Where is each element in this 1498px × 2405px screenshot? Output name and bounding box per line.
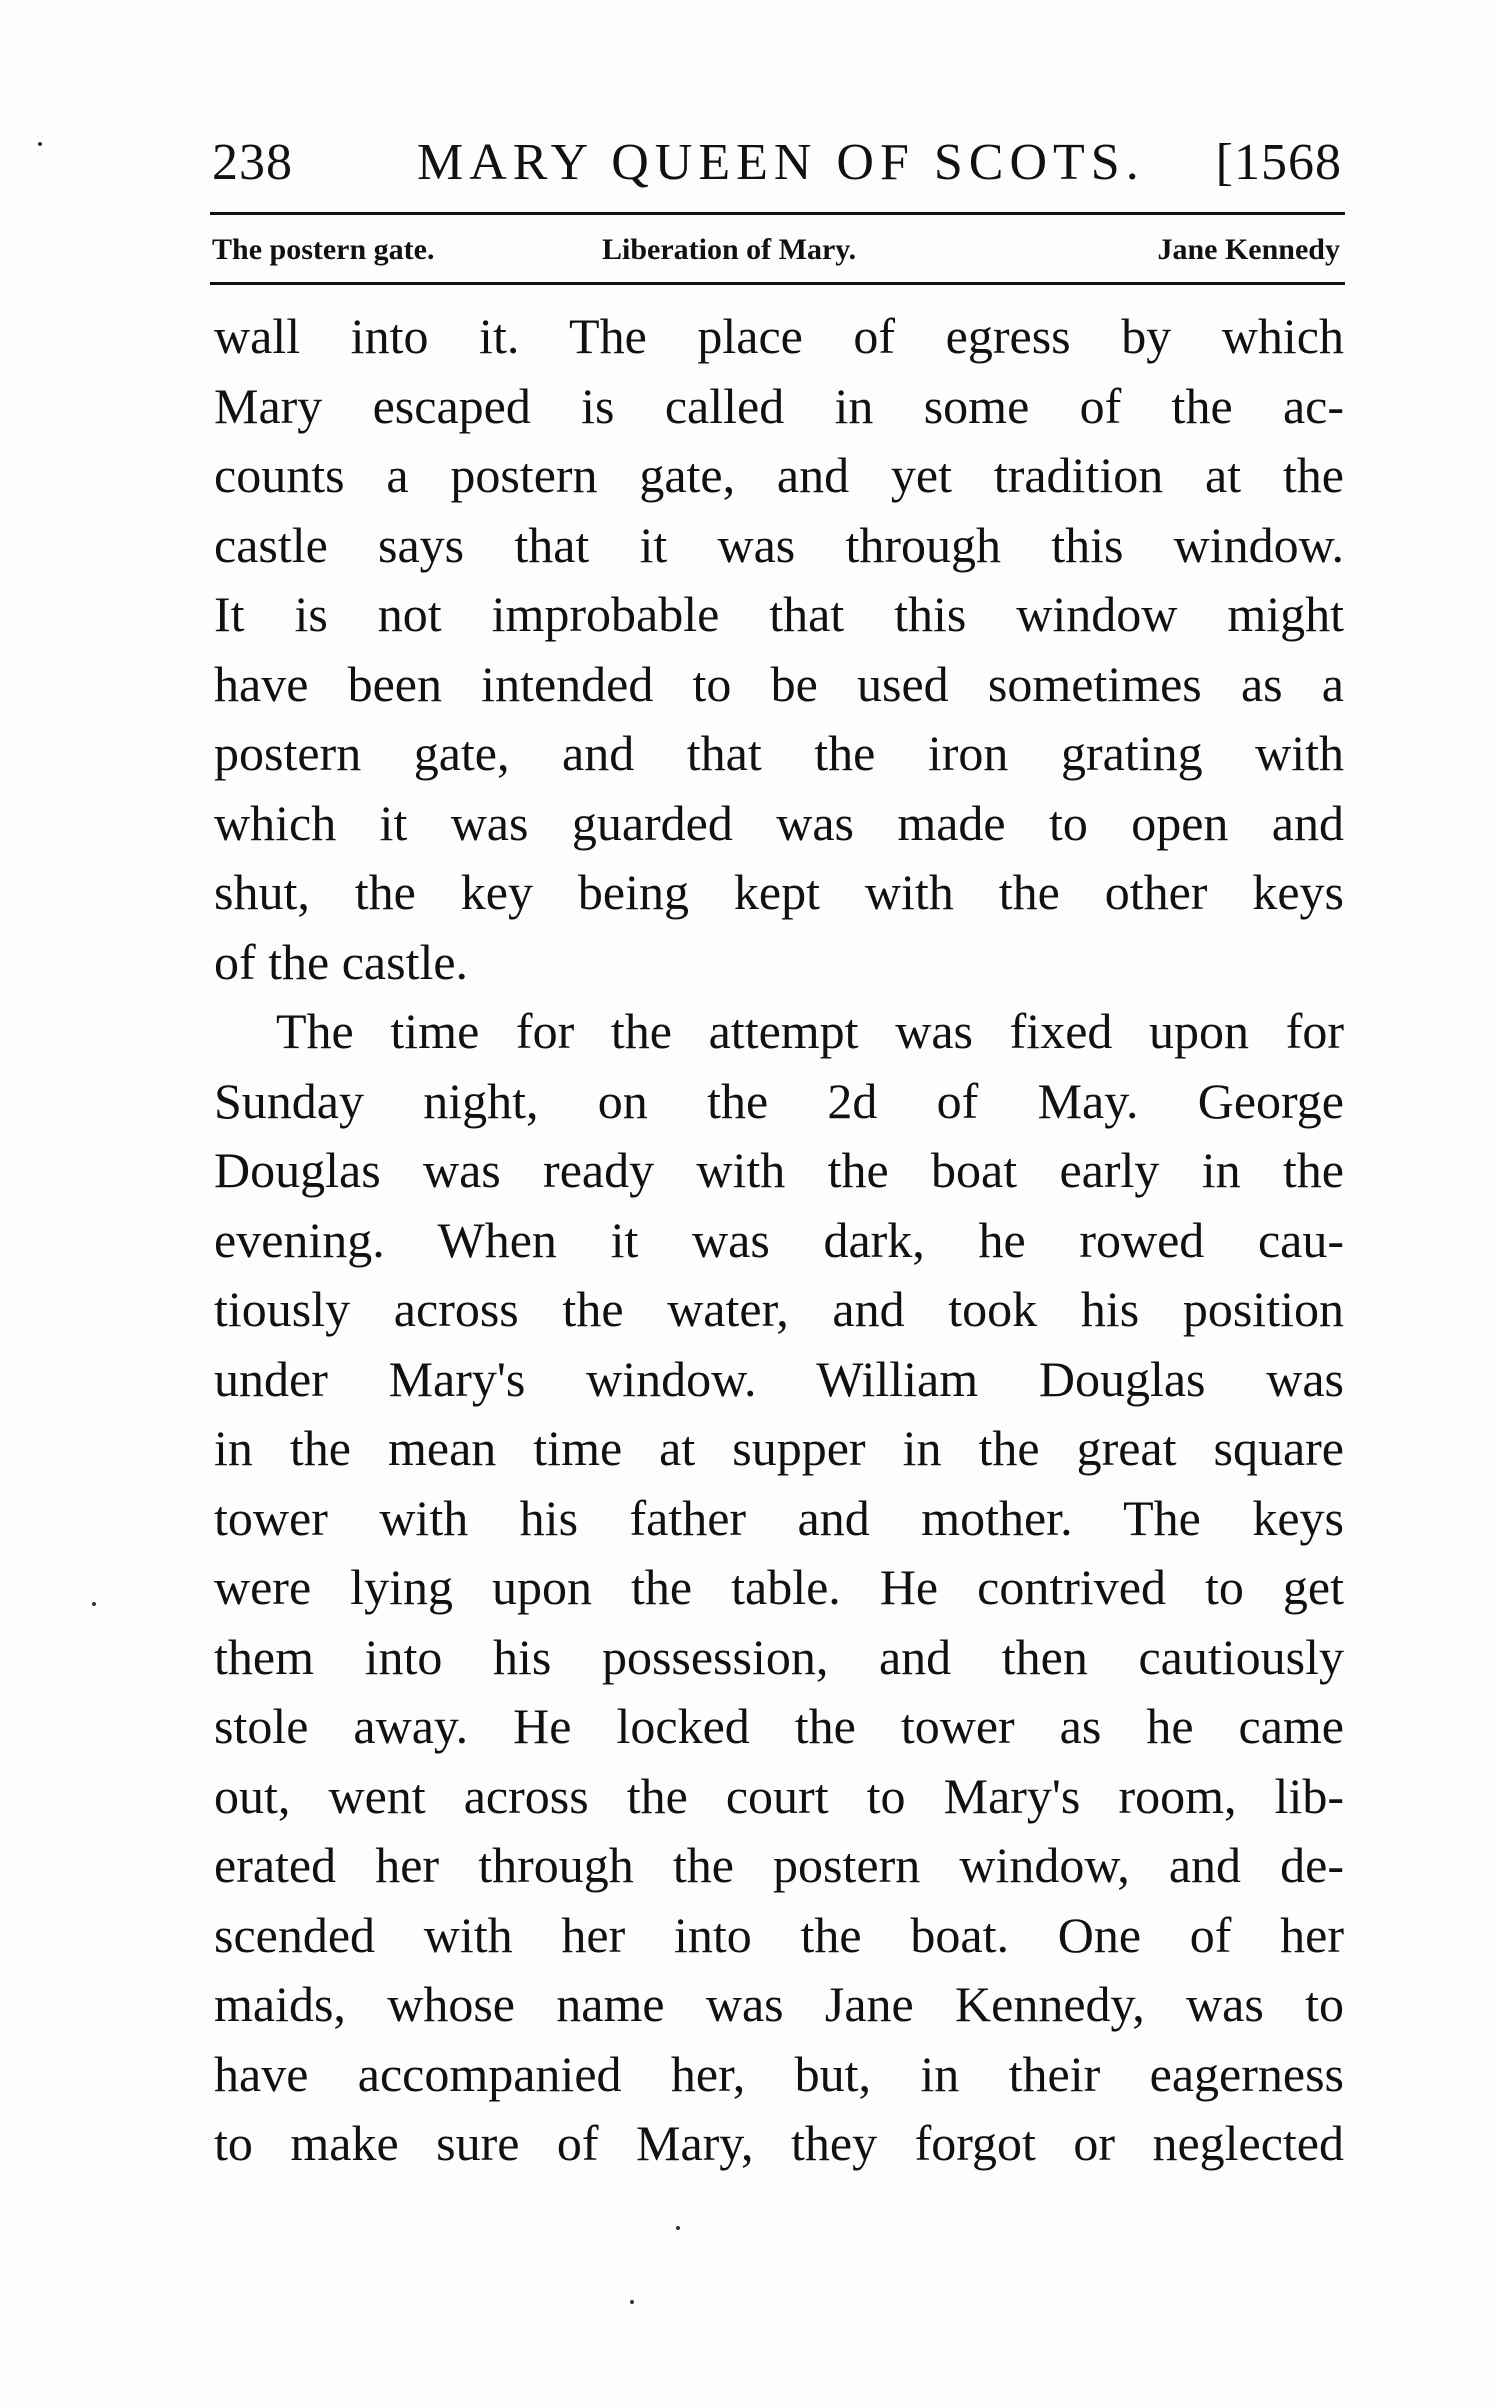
- text-line: in the mean time at supper in the great square: [214, 1420, 1344, 1476]
- page-number: 238: [212, 134, 293, 191]
- text-line: castle says that it was through this window.: [214, 516, 1344, 573]
- text-line: out, went across the court to Mary's room, lib-: [214, 1767, 1344, 1824]
- text-line: evening. When it was dark, he rowed cau-: [214, 1211, 1344, 1268]
- text-line: scended with her into the boat. One of her: [214, 1906, 1344, 1963]
- text-line: Sunday night, on the 2d of May. George: [214, 1072, 1344, 1129]
- text-line: Douglas was ready with the boat early in the: [214, 1142, 1344, 1198]
- text-line: postern gate, and that the iron grating with: [214, 725, 1344, 781]
- text-line: Mary escaped is called in some of the ac-: [214, 377, 1344, 434]
- header-rule-top: [210, 212, 1345, 215]
- text-line: maids, whose name was Jane Kennedy, was to: [214, 1976, 1344, 2032]
- paper-speck: [92, 1602, 96, 1606]
- text-line: stole away. He locked the tower as he came: [214, 1698, 1344, 1754]
- sidenote-postern-gate: The postern gate.: [212, 233, 435, 266]
- text-line: wall into it. The place of egress by which: [214, 308, 1344, 364]
- body-text: [214, 302, 1344, 2179]
- paper-speck: [630, 2300, 634, 2304]
- paper-speck: [38, 142, 42, 146]
- text-line: of the castle.: [214, 933, 469, 990]
- text-line: which it was guarded was made to open and: [214, 794, 1344, 851]
- text-line: have been intended to be used sometimes as a: [214, 655, 1344, 712]
- year-marker: [1568: [1215, 134, 1342, 191]
- paper-speck: [676, 2226, 680, 2230]
- running-head: [212, 128, 1342, 198]
- text-line: The time for the attempt was fixed upon for: [276, 1003, 1344, 1059]
- text-line: erated her through the postern window, and de-: [214, 1837, 1344, 1893]
- text-line: have accompanied her, but, in their eagerness: [214, 2045, 1344, 2102]
- sidenote-headings: [212, 228, 1340, 272]
- text-line: under Mary's window. William Douglas was: [214, 1350, 1344, 1407]
- sidenote-jane-kennedy: Jane Kennedy: [1157, 233, 1340, 266]
- sidenote-liberation: Liberation of Mary.: [602, 233, 857, 266]
- text-line: shut, the key being kept with the other keys: [214, 864, 1344, 920]
- text-line: to make sure of Mary, they forgot or neglected: [214, 2115, 1344, 2171]
- text-line: tower with his father and mother. The keys: [214, 1489, 1344, 1546]
- text-line: counts a postern gate, and yet tradition at the: [214, 447, 1344, 503]
- text-line: them into his possession, and then cautiously: [214, 1628, 1344, 1685]
- text-line: It is not improbable that this window might: [214, 586, 1344, 642]
- book-title: MARY QUEEN OF SCOTS.: [417, 134, 1145, 191]
- text-line: were lying upon the table. He contrived to get: [214, 1559, 1344, 1615]
- header-rule-bottom: [210, 282, 1345, 285]
- text-line: tiously across the water, and took his position: [214, 1281, 1344, 1337]
